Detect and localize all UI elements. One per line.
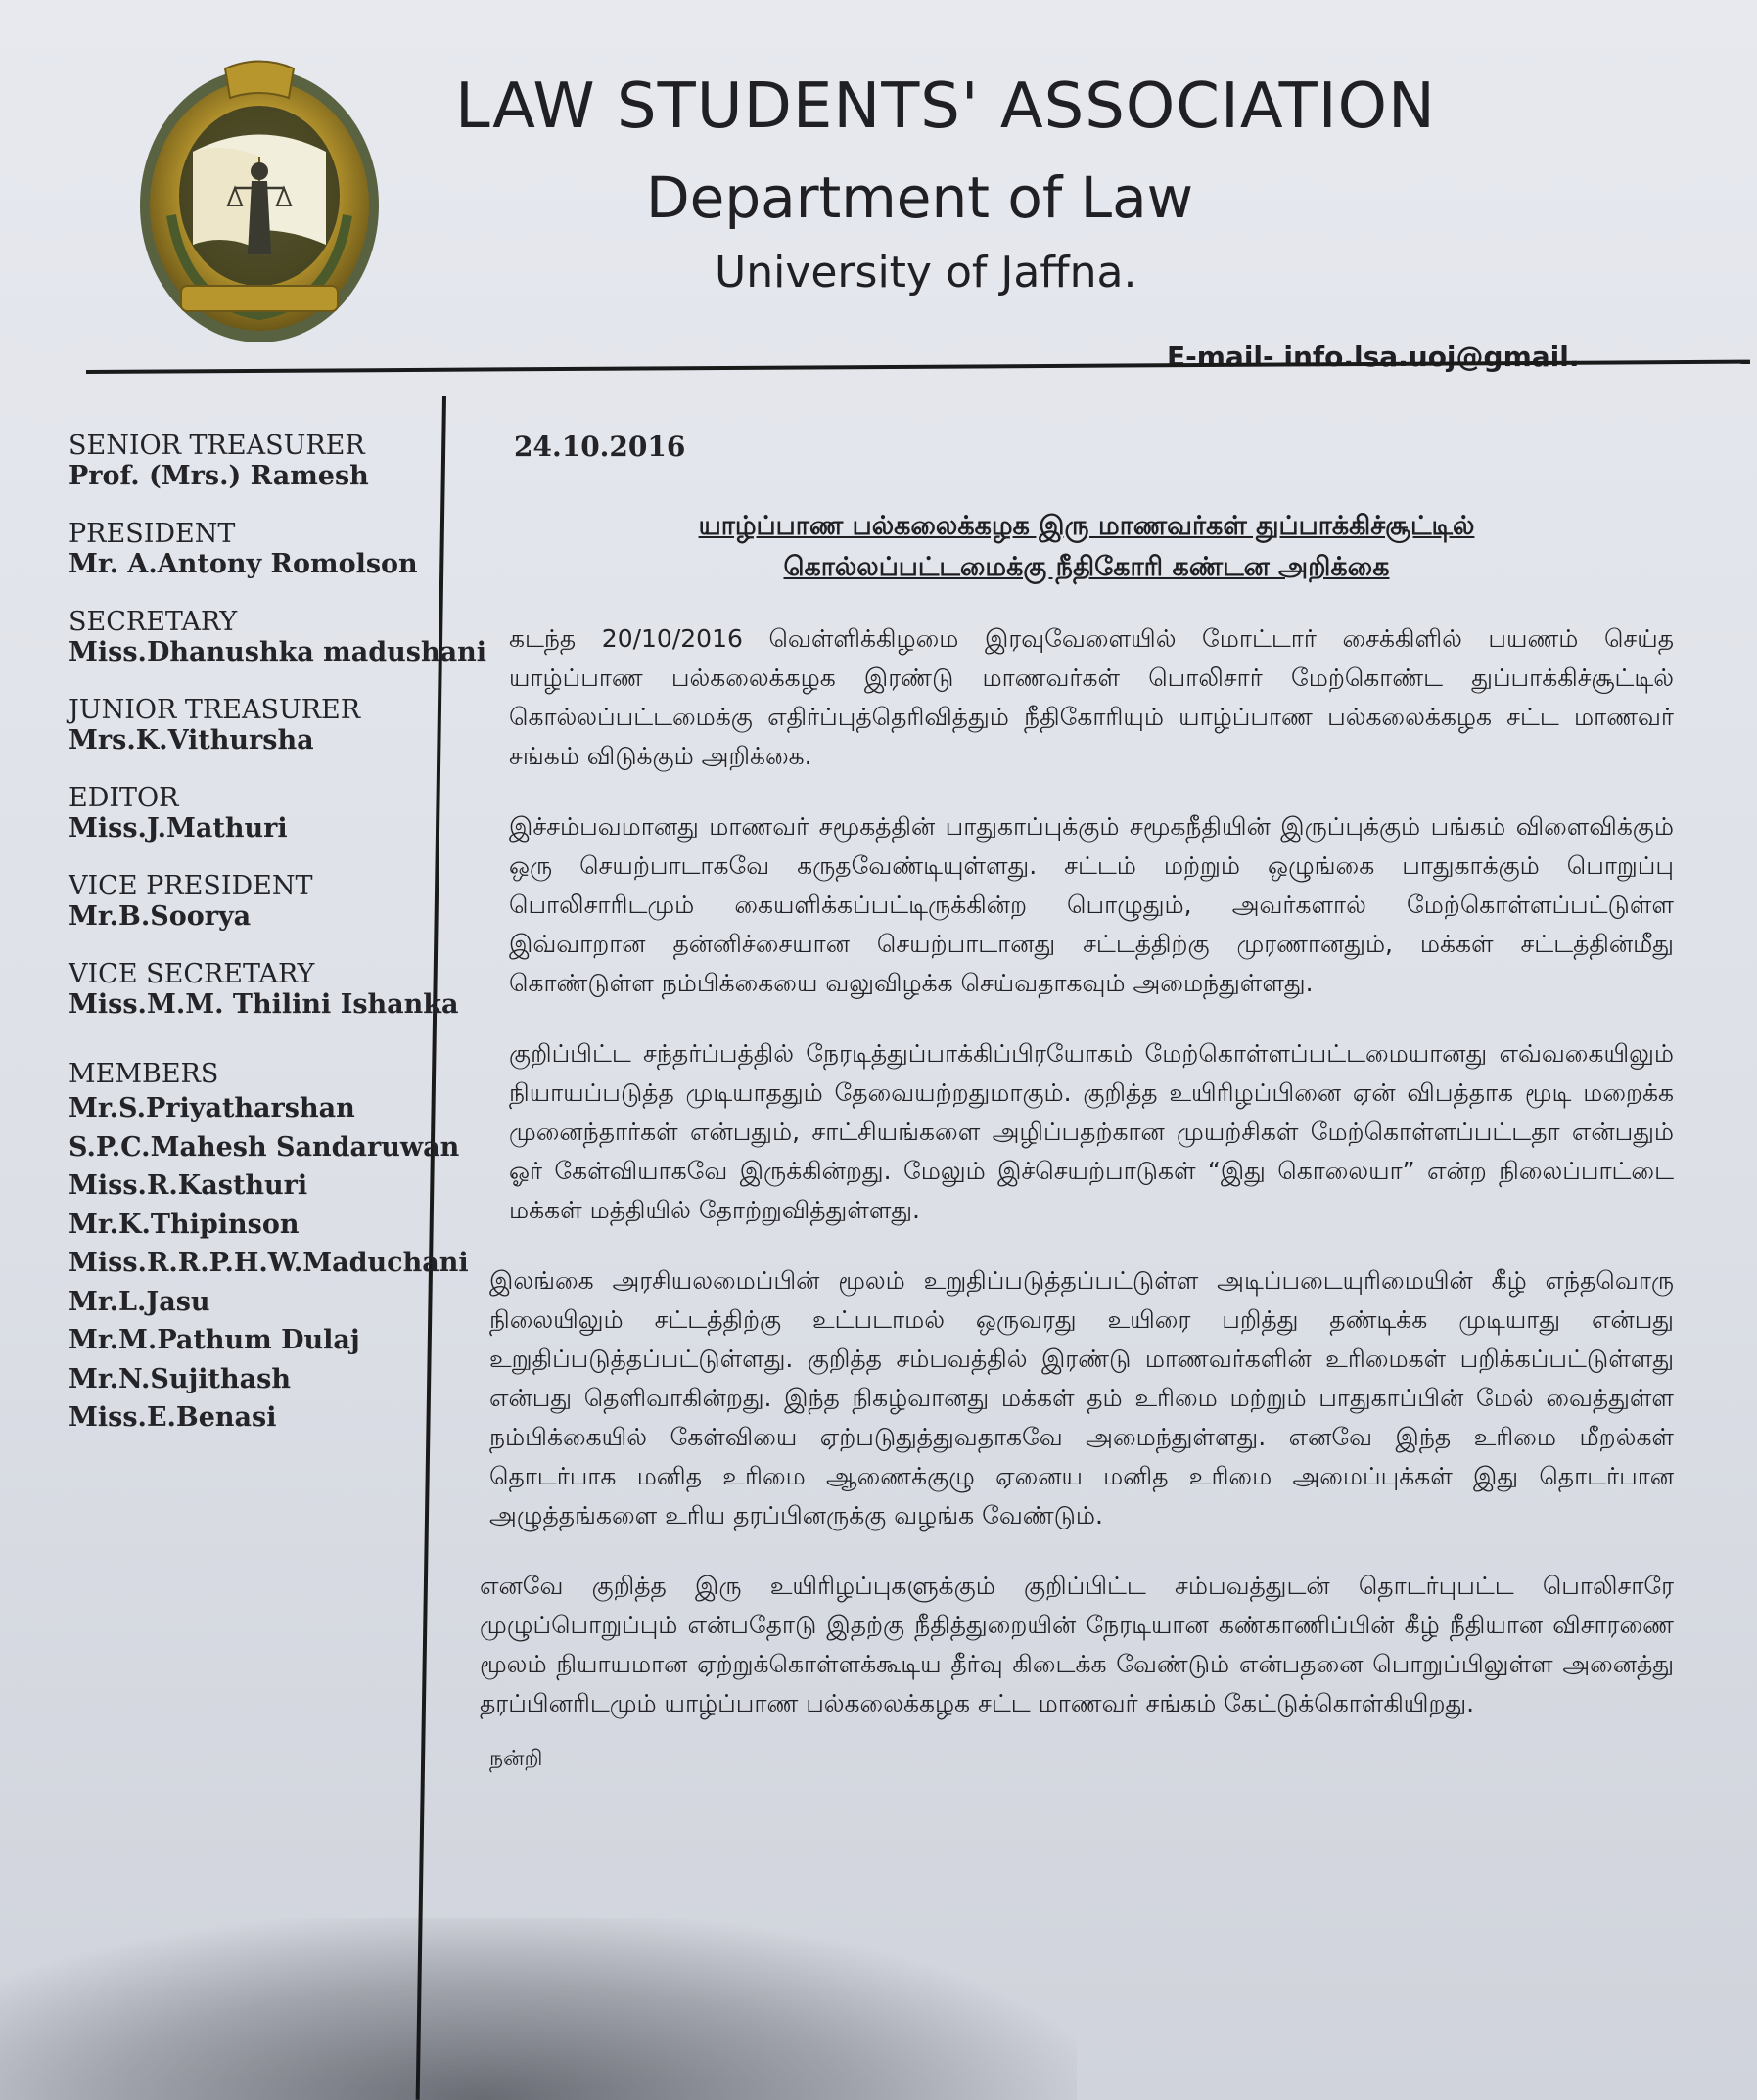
office-senior-treasurer [69,431,440,491]
members-list [69,1089,469,1438]
paragraph-5: எனவே குறித்த இரு உயிரிழப்புகளுக்கும் குறிப்பிட்ட சம்பவத்துடன் தொடர்புபட்ட பொலிசாரே முழுப்பொறுப்பும் என்பதோடு இதற்கு நீதித்துறையின் நேரடியான கண்காணிப்பின் கீழ் நீதியான விசாரணை மூலம் நியாயமான ஏற்றுக்கொள்ளக்கூடிய தீர்வு கிடைக்க வேண்டும் என்பதனை பொறுப்பிலுள்ள அனைத்து தரப்பினரிடமும் யாழ்ப்பாண பல்கலைக்கழக சட்ட மாணவர் சங்கம் கேட்டுக்கொள்கியிறது. [480,1572,1674,1717]
letter-body [480,431,1693,1774]
subject-line-2: கொல்லப்பட்டமைக்கு நீதிகோரி கண்டன அறிக்கை [783,552,1390,582]
office-vice-secretary [69,959,459,1020]
office-holder: Mr.B.Soorya [69,901,252,932]
association-title: LAW STUDENTS' ASSOCIATION [455,70,1436,143]
office-vice-president [69,871,440,932]
photo-shadow [0,1918,1077,2100]
member-name: Mr.K.Thipinson [69,1209,300,1240]
members-heading: MEMBERS [69,1059,219,1089]
letter-subject [480,506,1693,588]
office-role: VICE SECRETARY [69,959,315,989]
member-name: Mr.S.Priyatharshan [69,1093,355,1123]
office-holder: Prof. (Mrs.) Ramesh [69,461,369,491]
letter-date: 24.10.2016 [514,431,686,463]
office-holder: Mr. A.Antony Romolson [69,549,418,579]
email-address: E-mail- info.lsa.uoj@gmail. [1167,341,1580,373]
office-role: EDITOR [69,783,179,813]
member-name: Miss.E.Benasi [69,1402,277,1433]
office-role: SENIOR TREASURER [69,431,365,461]
member-name: Mr.N.Sujithash [69,1363,291,1394]
office-role: JUNIOR TREASURER [69,695,361,725]
office-role: SECRETARY [69,607,238,637]
university-name: University of Jaffna. [715,248,1137,297]
office-holder: Mrs.K.Vithursha [69,725,314,755]
member-name: Miss.R.R.P.H.W.Maduchani [69,1248,469,1278]
member-name: Mr.L.Jasu [69,1286,210,1317]
subject-line-1: யாழ்ப்பாண பல்கலைக்கழக இரு மாணவர்கள் துப்பாக்கிச்சூட்டில் [698,511,1475,541]
member-name: Mr.M.Pathum Dulaj [69,1325,360,1355]
member-name: S.P.C.Mahesh Sandaruwan [69,1131,460,1163]
office-secretary [69,607,486,667]
closing-thanks: நன்றி [489,1747,543,1771]
paragraph-3: குறிப்பிட்ட சந்தர்ப்பத்தில் நேரடித்துப்பாக்கிப்பிரயோகம் மேற்கொள்ளப்பட்டமையானது எவ்வகையிலும் நியாயப்படுத்த முடியாததும் தேவையற்றதுமாகும். குறித்த உயிரிழப்பினை ஏன் விபத்தாக மூடி மறைக்க முனைந்தார்கள் என்பதும், சாட்சியங்களை அழிப்பதற்கான முயற்சிகள் மேற்கொள்ளப்பட்டதா என்பதும் ஓர் கேள்வியாகவே இருக்கின்றது. மேலும் இச்செயற்பாடுகள் “இது கொலையா” என்ற நிலைப்பாட்டை மக்கள் மத்தியில் தோற்றுவித்துள்ளது. [509,1039,1674,1224]
office-bearers-sidebar [69,431,486,1438]
office-junior-treasurer [69,695,440,755]
association-emblem-logo [132,59,387,352]
member-name: Miss.R.Kasthuri [69,1170,308,1201]
office-role: PRESIDENT [69,519,236,549]
paragraph-1: கடந்த 20/10/2016 வெள்ளிக்கிழமை இரவுவேளையில் மோட்டார் சைக்கிளில் பயணம் செய்த யாழ்ப்பாண பல்கலைக்கழக இரண்டு மாணவர்கள் பொலிசார் மேற்கொண்ட துப்பாக்கிச்சூட்டில் கொல்லப்பட்டமைக்கு எதிர்ப்புத்தெரிவித்தும் நீதிகோரியும் யாழ்ப்பாண பல்கலைக்கழக சட்ட மாணவர் சங்கம் விடுக்கும் அறிக்கை. [509,624,1674,770]
office-editor [69,783,440,844]
department-name: Department of Law [646,164,1194,231]
office-holder: Miss.Dhanushka madushani [69,637,486,667]
paragraph-4: இலங்கை அரசியலமைப்பின் மூலம் உறுதிப்படுத்தப்பட்டுள்ள அடிப்படையுரிமையின் கீழ் எந்தவொரு நிலையிலும் சட்டத்திற்கு உட்படாமல் ஒருவரது உயிரை பறித்து தண்டிக்க முடியாது என்பது உறுதிப்படுத்தப்பட்டுள்ளது. குறித்த சம்பவத்தில் இரண்டு மாணவர்களின் உரிமைகள் பறிக்கப்பட்டுள்ளது என்பது தெளிவாகின்றது. இந்த நிகழ்வானது மக்கள் தம் உரிமை மற்றும் பாதுகாப்பின் மேல் வைத்துள்ள நம்பிக்கையில் கேள்வியை ஏற்படுதுத்துவதாகவே அமைந்துள்ளது. எனவே இந்த உரிமை மீறல்கள் தொடர்பாக மனித உரிமை ஆணைக்குழு ஏனைய மனித உரிமை அமைப்புக்கள் இது தொடர்பான அழுத்தங்களை உரிய தரப்பினருக்கு வழங்க வேண்டும். [489,1266,1674,1529]
office-president [69,519,440,579]
office-holder: Miss.J.Mathuri [69,813,288,844]
paragraph-2: இச்சம்பவமானது மாணவர் சமூகத்தின் பாதுகாப்புக்கும் சமூகநீதியின் இருப்புக்கும் பங்கம் விளைவிக்கும் ஒரு செயற்பாடாகவே கருதவேண்டியுள்ளது. சட்டம் மற்றும் ஒழுங்கை பாதுகாக்கும் பொறுப்பு பொலிசாரிடமும் கையளிக்கப்பட்டிருக்கின்ற பொழுதும், அவர்களால் மேற்கொள்ளப்பட்டுள்ள இவ்வாறான தன்னிச்சையான செயற்பாடானது சட்டத்திற்கு முரணானதும், மக்கள் சட்டத்தின்மீது கொண்டுள்ள நம்பிக்கையை வலுவிழக்க செய்வதாகவும் அமைந்துள்ளது. [509,812,1674,997]
office-holder: Miss.M.M. Thilini Ishanka [69,989,459,1020]
office-role: VICE PRESIDENT [69,871,313,901]
